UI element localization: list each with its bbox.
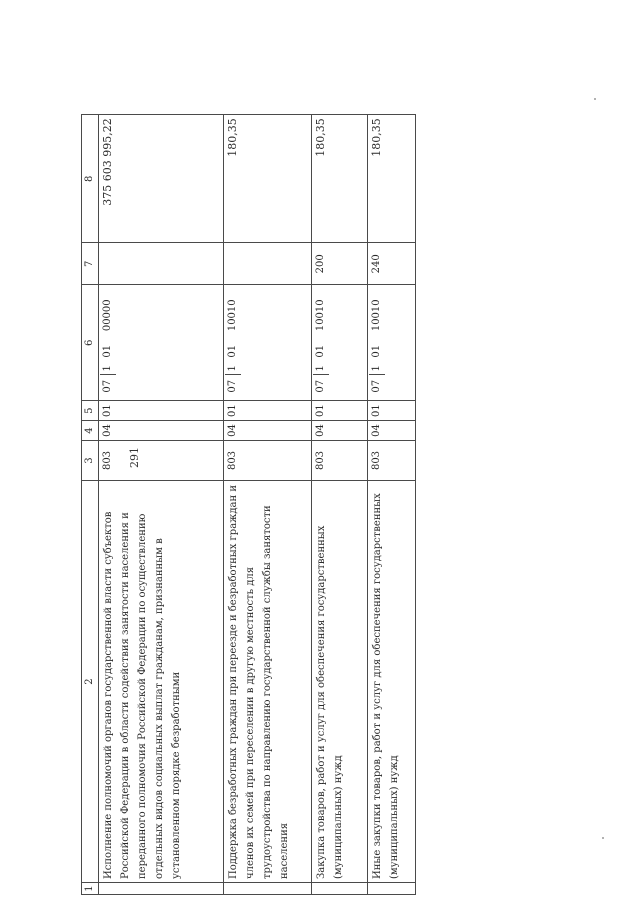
row-cell-col3: 803 xyxy=(224,441,312,481)
row-cell-col1 xyxy=(99,883,224,895)
target-code xyxy=(369,288,385,397)
row-cell-col6 xyxy=(224,285,312,401)
table-row xyxy=(99,115,224,895)
row-cell-col7: 200 xyxy=(312,243,368,285)
row-amount-cell: 180,35 xyxy=(224,115,312,243)
code-part: 10010 xyxy=(371,299,382,332)
row-cell-col5: 01 xyxy=(99,401,224,421)
code-part: 07 xyxy=(369,374,385,397)
row-cell-col3: 803 xyxy=(368,441,416,481)
header-row xyxy=(82,115,99,895)
row-cell-col5: 01 xyxy=(312,401,368,421)
code-part: 07 xyxy=(100,374,116,397)
row-cell-col3: 803 xyxy=(312,441,368,481)
row-name-cell: Иные закупки товаров, работ и услуг для обеспечения государственных (муниципальных) нужд xyxy=(368,481,416,883)
budget-table xyxy=(81,114,416,895)
table-row xyxy=(312,115,368,895)
code-part: 01 xyxy=(371,344,382,358)
row-cell-col1 xyxy=(312,883,368,895)
code-part: 01 xyxy=(315,344,326,358)
row-cell-col7: 240 xyxy=(368,243,416,285)
row-cell-col7 xyxy=(99,243,224,285)
table-row xyxy=(224,115,312,895)
code-part: 1 xyxy=(315,365,326,372)
row-cell-col4: 04 xyxy=(312,421,368,441)
code-part: 01 xyxy=(227,344,238,358)
column-header: 3 xyxy=(82,441,99,481)
column-header: 4 xyxy=(82,421,99,441)
column-header: 7 xyxy=(82,243,99,285)
page-number: 291 xyxy=(128,447,141,468)
column-header: 6 xyxy=(82,285,99,401)
row-cell-col6 xyxy=(99,285,224,401)
row-cell-col1 xyxy=(224,883,312,895)
row-cell-col1 xyxy=(368,883,416,895)
code-part: 00000 xyxy=(102,299,113,332)
column-header: 8 xyxy=(82,115,99,243)
code-part: 07 xyxy=(313,374,329,397)
table-row xyxy=(368,115,416,895)
scan-speck xyxy=(602,837,604,839)
target-code xyxy=(313,288,329,397)
column-header: 2 xyxy=(82,481,99,883)
row-cell-col5: 01 xyxy=(368,401,416,421)
code-part: 1 xyxy=(227,365,238,372)
code-part: 10010 xyxy=(315,299,326,332)
row-cell-col4: 04 xyxy=(368,421,416,441)
scan-speck xyxy=(594,98,596,100)
code-part: 07 xyxy=(225,374,241,397)
row-name-cell: Исполнение полномочий органов государственной власти субъектов Российской Федерации в области содействия занятости населения и переданного полномочия Российской Федерации по осуществлению отдельных видов социальных выплат гражданам, признанным в установленном порядке безработными xyxy=(99,481,224,883)
column-header: 5 xyxy=(82,401,99,421)
row-cell-col4: 04 xyxy=(224,421,312,441)
code-part: 01 xyxy=(102,344,113,358)
code-part: 1 xyxy=(102,365,113,372)
target-code xyxy=(100,288,116,397)
row-amount-cell: 180,35 xyxy=(368,115,416,243)
row-amount-cell: 375 603 995,22 xyxy=(99,115,224,243)
row-cell-col3: 803 xyxy=(99,441,224,481)
row-amount-cell: 180,35 xyxy=(312,115,368,243)
row-cell-col4: 04 xyxy=(99,421,224,441)
row-cell-col6 xyxy=(312,285,368,401)
code-part: 10010 xyxy=(227,299,238,332)
row-cell-col7 xyxy=(224,243,312,285)
row-name-cell: Закупка товаров, работ и услуг для обеспечения государственных (муниципальных) нужд xyxy=(312,481,368,883)
target-code xyxy=(225,288,241,397)
row-cell-col5: 01 xyxy=(224,401,312,421)
code-part: 1 xyxy=(371,365,382,372)
row-name-cell: Поддержка безработных граждан при переезде и безработных граждан и членов их семей при переселении в другую местность для трудоустройства по направлению государственной службы занятости населения xyxy=(224,481,312,883)
row-cell-col6 xyxy=(368,285,416,401)
column-header: 1 xyxy=(82,883,99,895)
